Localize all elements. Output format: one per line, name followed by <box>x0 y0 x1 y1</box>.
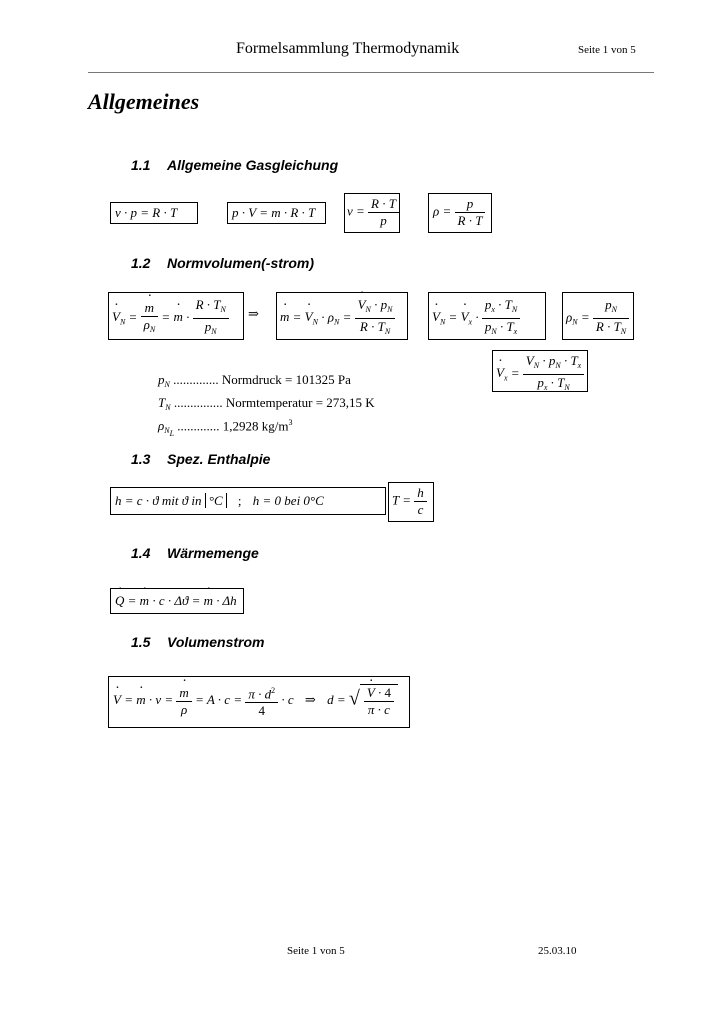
formula-temperature: T = $\frac{h}{c}$ <box>389 483 433 520</box>
section-heading-1-5 <box>131 634 265 650</box>
section-title: Spez. Enthalpie <box>167 451 271 467</box>
formula-box-specific-volume <box>344 193 400 233</box>
header-page-number: Seite 1 von 5 <box>578 44 636 56</box>
section-title: Volumenstrom <box>167 634 265 650</box>
footer-page-number: Seite 1 von 5 <box>287 945 345 957</box>
formula-box-gas-mass <box>227 202 326 224</box>
formula-box-temperature <box>388 482 434 522</box>
section-heading-1-4 <box>131 545 259 561</box>
formula-box-enthalpy <box>110 487 386 515</box>
section-title: Normvolumen(-strom) <box>167 255 315 271</box>
section-title: Wärmemenge <box>167 545 259 561</box>
formula-box-mass-flow <box>276 292 408 340</box>
definition-text: Normtemperatur = 273,15 K <box>225 395 375 410</box>
definition-norm-pressure <box>158 372 351 389</box>
section-heading-1-1 <box>131 157 338 173</box>
section-number: 1.4 <box>131 545 151 561</box>
formula-heat-flow: · Q = · m · c · Δϑ = · m · Δh <box>111 589 243 613</box>
formula-box-norm-density <box>562 292 634 340</box>
definition-symbol: T <box>158 395 166 410</box>
implies-arrow: ⇒ <box>248 306 259 321</box>
definition-superscript: 3 <box>288 418 293 427</box>
section-number: 1.1 <box>131 157 151 173</box>
formula-actual-volume-flow: · $V_x$ = $\frac{V_N \cdot p_N \cdot T_x}{p_x \cdot T_N}$ <box>493 351 587 398</box>
definition-symbol: p <box>158 372 165 387</box>
formula-norm-density: $\rho_N$ = $\frac{p_N}{R \cdot T_N}$ <box>563 293 633 344</box>
definition-text: Normdruck = 101325 Pa <box>221 372 351 387</box>
section-title: Allgemeine Gasgleichung <box>167 157 339 173</box>
section-number: 1.2 <box>131 255 151 271</box>
definition-subsubscript: L <box>169 429 175 439</box>
section-number: 1.3 <box>131 451 151 467</box>
footer-date: 25.03.10 <box>538 945 577 957</box>
definition-norm-density-air <box>158 418 293 438</box>
definition-subscript: N <box>164 426 170 436</box>
formula-norm-conversion: · $V_N$ = · $V_x$ · $\frac{p_x \cdot T_N}{p_N \cdot T_x}$ <box>429 293 545 344</box>
formula-enthalpy <box>111 488 385 514</box>
definition-symbol: ρ <box>158 418 165 434</box>
formula-box-norm-conversion <box>428 292 546 340</box>
enthalpy-separator: ; <box>237 493 242 508</box>
formula-box-heat-flow <box>110 588 244 614</box>
definition-norm-temperature <box>158 395 375 412</box>
section-heading-1-3 <box>131 451 270 467</box>
formula-box-norm-volume-flow <box>108 292 244 340</box>
formula-specific-volume: v = $\frac{R \cdot T}{p}$ <box>345 194 399 231</box>
formula-norm-volume-flow: · $V_N$ = · $\frac{m}{\rho_N}$ = · m · $\frac{R \cdot T_N}{p_N}$ <box>109 293 243 344</box>
formula-gas-mass: p · V = m · R · T <box>232 205 316 220</box>
header-rule <box>88 72 654 73</box>
definition-dots: ............. <box>177 418 220 434</box>
definition-subscript: N <box>165 403 171 412</box>
definition-text: 1,2928 kg/m <box>222 418 289 434</box>
definition-dots: .............. <box>173 372 219 387</box>
document-title: Formelsammlung Thermodynamik <box>236 40 460 57</box>
formula-box-volume-flow <box>108 676 410 728</box>
formula-mass-flow: · m = · $V_N \cdot \rho_N$ = · $\frac{V_N \cdot p_N}{R \cdot T_N}$ <box>277 293 407 344</box>
formula-volume-flow: · V = · m · v = · $\frac{m}{\rho}$ = A · c = $\frac{\pi \cdot d^2}{4}$ · c ⇒ d = √ · $\frac{V \cdot 4}{\pi \cdot c}$ <box>109 677 409 725</box>
formula-gas-specific: v · p = R · T <box>115 205 178 220</box>
enthalpy-unit: °C <box>205 493 227 508</box>
formula-box-actual-volume-flow <box>492 350 588 392</box>
formula-box-density <box>428 193 492 233</box>
definition-dots: ............... <box>173 395 223 410</box>
enthalpy-formula: h = c · ϑ mit ϑ in <box>115 493 202 508</box>
chapter-heading: Allgemeines <box>88 89 200 114</box>
formula-density: ρ = $\frac{p}{R \cdot T}$ <box>429 194 491 231</box>
section-heading-1-2 <box>131 255 314 271</box>
enthalpy-condition: h = 0 bei 0°C <box>252 493 324 508</box>
definition-subscript: N <box>164 380 170 389</box>
section-number: 1.5 <box>131 634 151 650</box>
formula-box-gas-specific <box>110 202 198 224</box>
